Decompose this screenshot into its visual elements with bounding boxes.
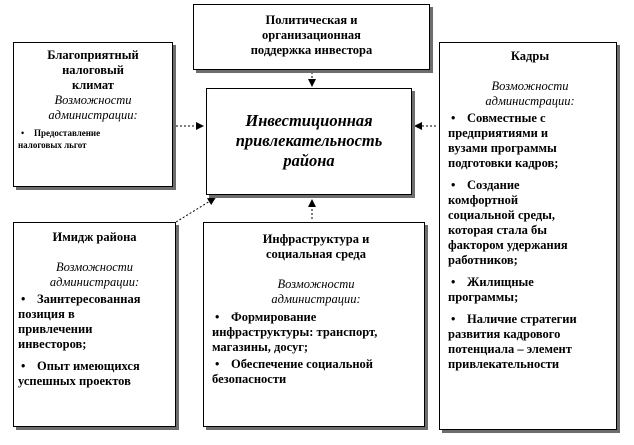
list-item: • Создание комфортной социальной среды, которая стала бы фактором удержания работников; [448, 178, 612, 268]
district-image-box [13, 222, 176, 427]
investment-attractiveness-box [206, 88, 412, 195]
list-item: • Заинтересованная позиция в привлечении инвесторов; [18, 292, 171, 352]
district-image-subtitle: Возможности администрации: [49, 260, 140, 289]
list-item: • Наличие стратегии развития кадрового потенциала – элемент привлекательности [448, 312, 612, 372]
list-item: • Формирование инфраструктуры: транспорт, магазины, досуг; [212, 310, 420, 355]
tax-climate-title: Благоприятный налоговый климат [47, 48, 139, 92]
personnel-title: Кадры [510, 49, 550, 63]
district-image-title: Имидж района [52, 230, 137, 244]
infrastructure-box [203, 222, 425, 427]
political-support-title: Политическая и организационная поддержка инвестора [250, 13, 373, 57]
list-item: • Совместные с предприятиями и вузами программы подготовки кадров; [448, 111, 612, 171]
personnel-subtitle: Возможности администрации: [485, 79, 575, 108]
infrastructure-title: Инфраструктура и социальная среда [262, 232, 370, 261]
list-item: • Предоставление налоговых льгот [18, 127, 168, 151]
tax-climate-subtitle: Возможности администрации: [48, 93, 138, 122]
political-support-box [193, 4, 430, 70]
list-item: • Обеспечение социальной безопасности [212, 357, 420, 387]
infrastructure-subtitle: Возможности администрации: [271, 277, 361, 306]
list-item: • Жилищные программы; [448, 275, 612, 305]
personnel-box [439, 42, 617, 430]
list-item: • Опыт имеющихся успешных проектов [18, 359, 171, 389]
arrow-image [176, 198, 215, 222]
central-title: Инвестиционная привлекательность района [235, 111, 383, 170]
tax-climate-box [13, 42, 173, 187]
